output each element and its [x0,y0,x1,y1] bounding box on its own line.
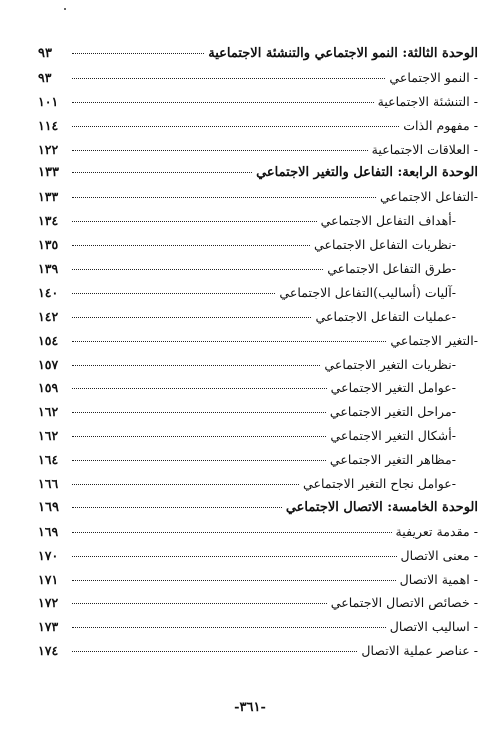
toc-entry-page: ١٢٢ [38,141,59,157]
dot-leader [72,102,374,103]
toc-entry-title: - اهمية الاتصال [399,571,478,587]
dot-leader [72,412,326,413]
toc-entry-page: ١٥٩ [38,380,59,396]
dot-leader [72,150,368,151]
toc-entry-page: ٩٣ [38,69,52,85]
table-of-contents [38,42,478,663]
toc-entry-title: -عوامل التغير الاجتماعي [330,380,456,396]
dot-leader [72,532,392,533]
toc-entry-title: - عناصر عملية الاتصال [361,643,478,659]
dot-leader [72,172,252,173]
toc-entry-title: -أهداف التفاعل الاجتماعي [320,213,456,229]
toc-entry-title: - خصائص الاتصال الاجتماعي [330,595,478,611]
dot-leader [72,436,326,437]
toc-entry-page: ١٣٥ [38,237,59,253]
toc-entry-title: - معنى الاتصال [400,547,478,563]
toc-entry [38,185,478,209]
toc-entry-page: ١٣٣ [38,189,59,205]
dot-leader [72,126,399,127]
toc-entry [38,66,478,90]
toc-entry [38,114,478,138]
dot-leader [72,53,204,54]
toc-entry-page: ١٧١ [38,571,59,587]
toc-entry [38,639,478,663]
toc-entry [38,520,478,544]
scan-speck [64,8,66,10]
toc-entry-title: - النمو الاجتماعي [389,69,478,85]
toc-entry [38,138,478,162]
toc-heading [38,496,478,520]
toc-entry-title: -التغير الاجتماعي [390,332,478,348]
toc-entry-title: -نظريات التغير الاجتماعي [324,356,456,372]
toc-entry [38,472,478,496]
toc-entry-page: ١٤٢ [38,308,59,324]
toc-entry [38,568,478,592]
toc-entry-page: ١٦٦ [38,476,59,492]
dot-leader [72,580,396,581]
toc-entry [38,448,478,472]
toc-entry-title: -عمليات التفاعل الاجتماعي [315,308,456,324]
toc-entry-title: - التنشئة الاجتماعية [377,93,478,109]
toc-entry-page: ١٦٩ [38,499,59,515]
toc-entry-page: ١٠١ [38,93,59,109]
toc-entry-title: الوحدة الرابعة: التفاعل والتغير الاجتماعي [256,165,478,181]
toc-entry-page: ١٦٤ [38,452,59,468]
toc-entry [38,329,478,353]
toc-entry-title: - مقدمة تعريفية [395,523,478,539]
dot-leader [72,556,397,557]
toc-entry-title: -مظاهر التغير الاجتماعي [329,452,456,468]
toc-entry-page: ١٧٣ [38,619,59,635]
toc-entry-page: ١٦٢ [38,404,59,420]
dot-leader [72,651,357,652]
toc-entry-page: ٩٣ [38,46,52,61]
toc-entry-title: -التفاعل الاجتماعي [379,189,478,205]
toc-entry [38,376,478,400]
toc-entry-page: ١٤٠ [38,284,59,300]
toc-heading [38,161,478,185]
toc-entry-page: ١٥٤ [38,332,59,348]
toc-entry-page: ١٧٤ [38,643,59,659]
toc-entry-page: ١٣٤ [38,213,59,229]
toc-entry [38,615,478,639]
toc-entry-title: الوحدة الثالثة: النمو الاجتماعي والتنشئة الاجتماعية [208,46,478,61]
toc-entry-page: ١١٤ [38,117,59,133]
toc-entry-page: ١٥٧ [38,356,59,372]
toc-entry [38,424,478,448]
toc-entry [38,400,478,424]
toc-entry [38,281,478,305]
toc-entry-page: ١٧٠ [38,547,59,563]
toc-entry-page: ١٧٢ [38,595,59,611]
toc-entry [38,209,478,233]
toc-entry-title: - العلاقات الاجتماعية [371,141,478,157]
dot-leader [72,603,327,604]
dot-leader [72,269,323,270]
toc-entry [38,305,478,329]
toc-heading [38,42,478,66]
toc-entry-title: -أشكال التغير الاجتماعي [330,428,456,444]
toc-entry-title: -مراحل التغير الاجتماعي [329,404,456,420]
dot-leader [72,484,299,485]
dot-leader [72,365,320,366]
dot-leader [72,78,385,79]
toc-entry-title: -آليات (أساليب)التفاعل الاجتماعي [279,284,456,300]
dot-leader [72,341,386,342]
page-number: -٣٦١- [234,700,266,715]
toc-entry [38,591,478,615]
toc-entry-page: ١٣٩ [38,261,59,277]
dot-leader [72,245,310,246]
toc-entry [38,90,478,114]
toc-entry [38,544,478,568]
toc-entry-title: -نظريات التفاعل الاجتماعي [313,237,456,253]
dot-leader [72,507,282,508]
toc-entry-title: - اساليب الاتصال [389,619,478,635]
toc-entry-page: ١٣٣ [38,165,59,181]
toc-entry-page: ١٦٢ [38,428,59,444]
toc-entry-title: - مفهوم الذات [403,117,478,133]
toc-entry-title: الوحدة الخامسة: الاتصال الاجتماعي [285,499,478,515]
dot-leader [72,197,376,198]
dot-leader [72,221,317,222]
toc-entry [38,233,478,257]
dot-leader [72,627,386,628]
toc-entry-title: -طرق التفاعل الاجتماعي [327,261,456,277]
dot-leader [72,388,327,389]
toc-entry [38,353,478,377]
toc-entry-title: -عوامل نجاح التغير الاجتماعي [302,476,456,492]
dot-leader [72,317,311,318]
toc-entry [38,257,478,281]
dot-leader [72,293,275,294]
dot-leader [72,460,326,461]
toc-entry-page: ١٦٩ [38,523,59,539]
